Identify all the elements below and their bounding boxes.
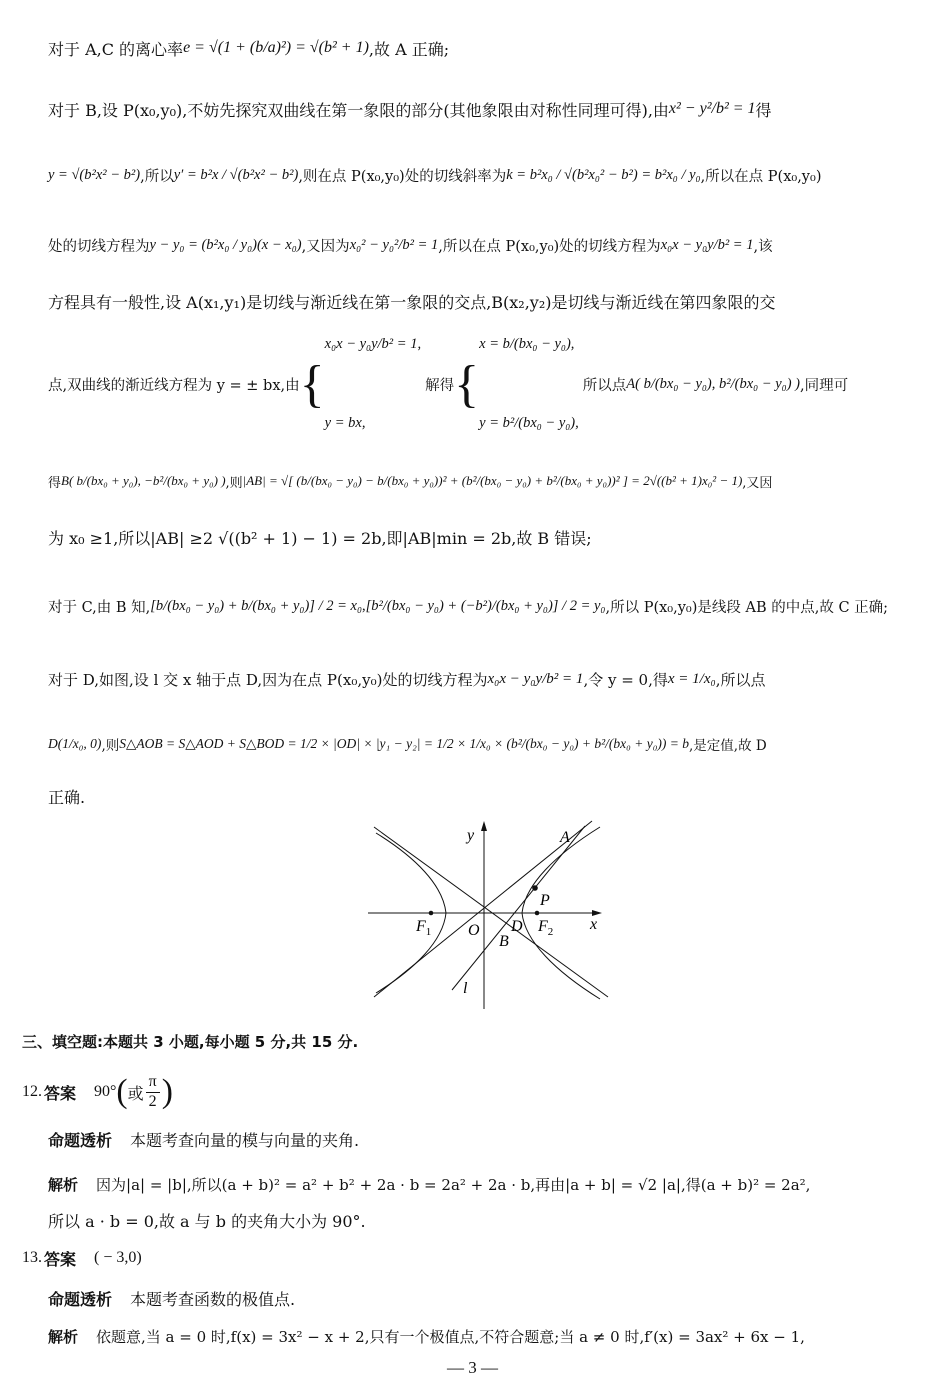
text: ,同理可 bbox=[799, 377, 849, 394]
text: 对于 C,由 B 知, bbox=[48, 599, 151, 616]
point-f1 bbox=[429, 911, 434, 916]
formula-eccentricity: e = √(1 + (b/a)²) = √(b² + 1) bbox=[183, 39, 369, 56]
point-p bbox=[532, 885, 538, 891]
paragraph-b-length bbox=[48, 454, 923, 508]
comma: , bbox=[362, 597, 366, 614]
text: ,所以在点 P(x₀,y₀)处的切线方程为 bbox=[438, 238, 661, 255]
left-brace: { bbox=[454, 354, 480, 413]
label-l: l bbox=[463, 980, 468, 997]
text: ,又因为 bbox=[301, 238, 350, 255]
section-3-title: 三、填空题:本题共 3 小题,每小题 5 分,共 15 分. bbox=[22, 1032, 359, 1051]
formula-y-prime: y′ = b²x / √(b²x² − b²) bbox=[173, 166, 299, 183]
q13-intent-label: 命题透析 bbox=[48, 1289, 113, 1309]
text: 为 x₀ ≥1,所以|AB| ≥2 √((b² + 1) − 1) = 2b,即|AB|min = 2b,故 B 错误; bbox=[48, 528, 592, 548]
hyperbola-figure bbox=[360, 815, 620, 1015]
q12-answer-fraction bbox=[146, 1073, 160, 1111]
paragraph-b-derivative bbox=[48, 152, 923, 198]
paragraph-b-conclusion bbox=[48, 522, 923, 552]
paragraph-b-points bbox=[48, 286, 923, 316]
q13-analysis-text: 依题意,当 a = 0 时,f(x) = 3x² − x + 2,只有一个极值点,不符合题意;当 a ≠ 0 时,f′(x) = 3ax² + 6x − 1, bbox=[96, 1327, 805, 1346]
text: ,则在点 P(x₀,y₀)处的切线斜率为 bbox=[298, 168, 507, 185]
label-p: P bbox=[540, 892, 550, 909]
paragraph-b-tangent bbox=[48, 222, 923, 268]
q12-intent-label: 命题透析 bbox=[48, 1130, 113, 1150]
paragraph-b-system bbox=[48, 332, 923, 436]
q12-analysis-line-2 bbox=[48, 1206, 923, 1234]
system-eq: y = b²/(bx₀ − y₀), bbox=[479, 415, 579, 431]
text: ,令 y = 0,得 bbox=[583, 670, 668, 689]
label-f2 bbox=[537, 918, 553, 938]
system-eq: x₀x − y₀y/b² = 1, bbox=[324, 336, 422, 352]
paragraph-b-intro bbox=[48, 88, 923, 130]
text: ,该 bbox=[753, 238, 773, 255]
label-f1-sub: 1 bbox=[425, 926, 432, 938]
q13-analysis-label: 解析 bbox=[48, 1327, 79, 1346]
page-number: — 3 — bbox=[447, 1358, 498, 1377]
text: ,所以点 bbox=[715, 670, 766, 689]
y-axis-arrow bbox=[481, 821, 487, 831]
q13-number: 13. bbox=[22, 1249, 42, 1266]
text: 点,双曲线的渐近线方程为 y = ± bx,由 bbox=[48, 377, 300, 394]
q13-answer-label: 答案 bbox=[44, 1249, 77, 1269]
denominator: 2 bbox=[148, 1092, 157, 1110]
formula-point-a: A( b/(bx₀ − y₀), b²/(bx₀ − y₀) ) bbox=[626, 375, 800, 392]
label-b: B bbox=[499, 933, 509, 950]
label-f1-main: F bbox=[416, 918, 426, 935]
text: 处的切线方程为 bbox=[48, 238, 150, 255]
formula-x-intercept: x = 1/x₀ bbox=[667, 670, 716, 687]
text: ,所以在点 P(x₀,y₀) bbox=[700, 168, 822, 185]
text: ,则 bbox=[225, 475, 243, 491]
paragraph-a-eccentricity bbox=[48, 22, 923, 74]
q12-answer-degree: 90° bbox=[94, 1083, 117, 1100]
q12-intent-text: 本题考查向量的模与向量的夹角. bbox=[130, 1130, 360, 1150]
text: 所以点 bbox=[582, 377, 627, 394]
formula-midpoint-x: [b/(bx₀ − y₀) + b/(bx₀ + y₀)] / 2 = x₀ bbox=[150, 597, 362, 614]
q12-analysis-label: 解析 bbox=[48, 1175, 79, 1194]
label-f2-main: F bbox=[538, 918, 548, 935]
left-paren: ( bbox=[116, 1073, 128, 1111]
text: ,所以 P(x₀,y₀)是线段 AB 的中点,故 C 正确; bbox=[605, 599, 889, 616]
formula-midpoint-y: [b²/(bx₀ − y₀) + (−b²)/(bx₀ + y₀)] / 2 = y₀ bbox=[365, 597, 606, 614]
right-paren: ) bbox=[161, 1073, 173, 1111]
formula-hyperbola: x² − y²/b² = 1 bbox=[668, 100, 756, 117]
text: 得 bbox=[755, 100, 772, 120]
asymptote bbox=[374, 821, 592, 997]
label-d: D bbox=[511, 918, 523, 935]
text: 对于 B,设 P(x₀,y₀),不妨先探究双曲线在第一象限的部分(其他象限由对称性同理可得),由 bbox=[48, 100, 669, 120]
label-a: A bbox=[560, 829, 570, 846]
q13-intent-line bbox=[48, 1285, 923, 1311]
numerator: π bbox=[146, 1073, 160, 1092]
q12-number: 12. bbox=[22, 1083, 42, 1100]
q12-analysis-line-1 bbox=[48, 1170, 923, 1198]
paragraph-d-area bbox=[48, 720, 923, 768]
paragraph-d-conclusion bbox=[48, 782, 923, 810]
point-f2 bbox=[535, 911, 540, 916]
q13-analysis-line-1 bbox=[48, 1322, 923, 1350]
label-x: x bbox=[590, 916, 598, 933]
formula-tangent: x₀x − y₀y/b² = 1 bbox=[487, 670, 584, 687]
q13-answer-line bbox=[22, 1244, 923, 1272]
q13-answer: ( − 3,0) bbox=[94, 1249, 142, 1266]
q12-intent-line bbox=[48, 1126, 923, 1152]
text: 方程具有一般性,设 A(x₁,y₁)是切线与渐近线在第一象限的交点,B(x₂,y₂)是切线与渐近线在第四象限的交 bbox=[48, 292, 776, 312]
formula-slope: k = b²x₀ / √(b²x₀² − b²) = b²x₀ / y₀ bbox=[506, 166, 701, 183]
text: 得 bbox=[48, 475, 62, 491]
system-eq: y = bx, bbox=[324, 415, 366, 431]
formula-point-on-curve: x₀² − y₀²/b² = 1 bbox=[349, 236, 439, 253]
text: ,又因 bbox=[742, 475, 773, 491]
equation-system-2 bbox=[479, 336, 579, 432]
formula-tangent-pointslope: y − y₀ = (b²x₀ / y₀)(x − x₀) bbox=[149, 236, 302, 253]
section-heading bbox=[22, 1028, 923, 1054]
text: ,故 A 正确; bbox=[368, 39, 450, 59]
label-origin: O bbox=[468, 922, 480, 939]
text: 对于 A,C 的离心率 bbox=[48, 39, 184, 59]
q12-analysis-text: 所以 a · b = 0,故 a 与 b 的夹角大小为 90°. bbox=[48, 1211, 366, 1231]
q12-answer-line bbox=[22, 1070, 923, 1114]
paragraph-c bbox=[48, 574, 923, 638]
q12-answer-alt-prefix: 或 bbox=[127, 1083, 144, 1103]
text: ,则 bbox=[101, 738, 120, 754]
formula-point-b: B( b/(bx₀ + y₀), −b²/(bx₀ + y₀) ) bbox=[61, 473, 226, 488]
q12-analysis-text: 因为|a| = |b|,所以(a + b)² = a² + b² + 2a · b = 2a² + 2a · b,再由|a + b| = √2 |a|,得(a + b)² = 2a², bbox=[96, 1175, 811, 1194]
formula-point-d: D(1/x₀, 0) bbox=[48, 736, 102, 751]
left-brace: { bbox=[299, 354, 325, 413]
q12-answer-label: 答案 bbox=[44, 1083, 77, 1103]
q13-intent-text: 本题考查函数的极值点. bbox=[130, 1289, 296, 1309]
label-f2-sub: 2 bbox=[547, 926, 554, 938]
text: 对于 D,如图,设 l 交 x 轴于点 D,因为在点 P(x₀,y₀)处的切线方程为 bbox=[48, 670, 488, 689]
formula-ab-length: |AB| = √[ (b/(bx₀ − y₀) − b/(bx₀ + y₀))² + (b²/(bx₀ − y₀) + b²/(bx₀ + y₀))² ] = 2√((b² + 1)x₀² − 1) bbox=[242, 473, 743, 488]
equation-system-1 bbox=[325, 336, 421, 432]
label-f1 bbox=[415, 918, 431, 938]
paragraph-d-intro bbox=[48, 656, 923, 702]
system-eq: x = b/(bx₀ − y₀), bbox=[479, 336, 575, 352]
text: 正确. bbox=[48, 787, 86, 807]
formula-area: S△AOB = S△AOD + S△BOD = 1/2 × |OD| × |y₁ − y₂| = 1/2 × 1/x₀ × (b²/(bx₀ − y₀) + b²/(bx₀ + y₀)) = b bbox=[119, 736, 690, 751]
text: 解得 bbox=[425, 377, 455, 394]
label-y: y bbox=[467, 827, 475, 844]
formula-tangent: x₀x − y₀y/b² = 1 bbox=[660, 236, 754, 253]
formula-y: y = √(b²x² − b²) bbox=[48, 166, 141, 183]
text: ,是定值,故 D bbox=[689, 738, 767, 754]
asymptote bbox=[374, 827, 608, 997]
text: ,所以 bbox=[140, 168, 174, 185]
